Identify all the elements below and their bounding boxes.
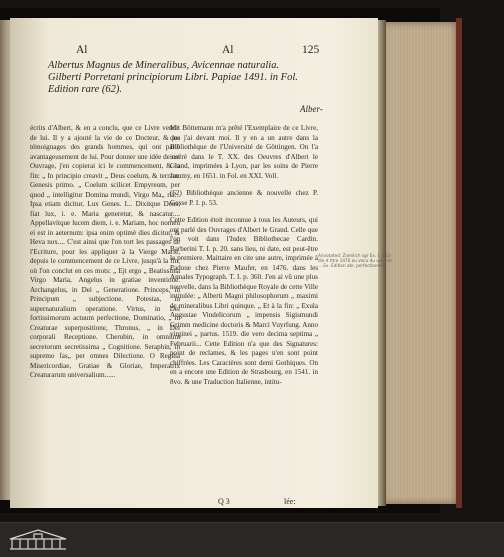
catchword: lée: (284, 497, 296, 506)
entry-title-line-3: Edition rare (62). (48, 84, 122, 95)
right-paragraph-1: Mr. Böttemann m'a prêté l'Exemplaire de ce Livre, que j'ai devant moi. Il y en a un autre dans la Bibliothèque de l'Université de Göttingen. On l'a inséré dans le T. XX. des Oeuvres d'Albert le Grand, imprimées à Lyon, par les soins de Pierre Jammy, en 1651. in Fol. en XXI. Voll. (170, 124, 318, 180)
viewer-footer (0, 522, 504, 557)
page-fore-edge (386, 22, 460, 504)
entry-title-line-2: Gilberti Porretani principiorum Libri. Papiae 1491. in Fol. (48, 72, 298, 83)
entry-title-line-1: Albertus Magnus de Mineralibus, Avicennae naturalia. (48, 60, 280, 71)
left-text-column (30, 124, 180, 381)
continuation-word: Alber- (300, 104, 323, 114)
library-logo-icon (6, 527, 70, 553)
right-paragraph-3: Cette Edition étoit inconnue à tous les Auteurs, qui ont parlé des Ouvrages d'Albert le Grand. Celle que l'on voit dans l'Index Bibliothecae Cardin. Barberini T. I. p. 20. sans lieu, ni date, est peut-être la premiere. Maittaire en cite une autre, imprimée à Padoue chez Pierre Maufer, en 1476. dans les Annales Typograph. T. I. p. 360. J'en ai vû une plus nouvelle, dans la Bibliothèque Royale de cette Ville intitulée: „ Alberti Magni philosophorum „ maximi de mineralibus Libri quinque. „ Et à la fin: „ Exula Augustae Vindelicorum „ impensis Sigismundi Grimm medicine doctoris & Marci Vuyrfung. Anno virginei „ partus. 1519. die vero decima septima „ Februarii... Cette Edition n'a que des Signatures: point de reclames, & les pages n'en sont point chiffrées. Les Caractères sont demi Gothiques. On en a encore une Edition de Strasbourg, en 1541. in 8vo. & une Traduction Italienne, intitu- (170, 216, 318, 386)
running-head-middle: Al (222, 44, 234, 56)
handwritten-margin-note: Annotated: Ziemlich sgr Ex. I. p 53 die d titre 1476 au vecu du volume ... Ex. Edition abr. perfectionnée (318, 253, 392, 268)
book-cover-edge (456, 18, 462, 508)
page-number: 125 (302, 44, 320, 56)
entry-title (48, 60, 378, 96)
right-paragraph-2: (62) Bibliothèque ancienne & nouvelle chez P. Gosse P. I. p. 53. (170, 189, 318, 207)
right-text-column (170, 124, 318, 387)
signature-mark: Q 3 (218, 497, 230, 506)
running-head-left: Al (76, 44, 88, 56)
left-paragraph: écrits d'Albert, & en a conclu, que ce Livre venoit de lui. Il y a ajouté la vie de ce Docteur, & les témoignages des grands hommes, qui ont parlé avantageusement de lui. Pour donner une idée de cet Ouvrage, j'en copierai ici le commencement, & la fin: „ In principio creavit „ Deus coelum, & terram. Genesis primo. „ Coelum scilicet Empyreum, per quod „ intelligitur Domina mundi, Virgo Ma„ ria... Ipsa etiam dicitur, Lux Genes. I... Dixitque Deus, fiat lux, i. e. Maria generetur, & nascatur.... Appellavitque lucem diem, i. e. Mariam, hoc nomen ei est in aeternum: ipsa enim optimè dies dicitur, & Heva nox.... C'est ainsi que l'on tort les passages de l'Ecriture, pour les appliquer à la Vierge Marie, depuis le commencement de ce Livre, jusqu'à la fin, où l'on conclut en ces mots: „ Ejt ergo „ Beatissima Virgo Maria, Angelus in gratiae inventione. Archangelus, in Dei „ Generatione. Princeps, in Principum „ subjectione. Potestas, in supernaturalium operatione. Virtus, in Dei fortissimorum actuum perfectione, Dominatio, „ in Creaturae superpositione, Thronus, „ in Dei corporali Receptione. Cherubin, in omnium secretorum secretissima „ Cognitione. Seraphin, in supremo fas„ per omnes Dilectione. O Regina Misericordiae, Gratiae & Gloriae, Imperatrix Creaturarum universalium...... (30, 124, 180, 379)
